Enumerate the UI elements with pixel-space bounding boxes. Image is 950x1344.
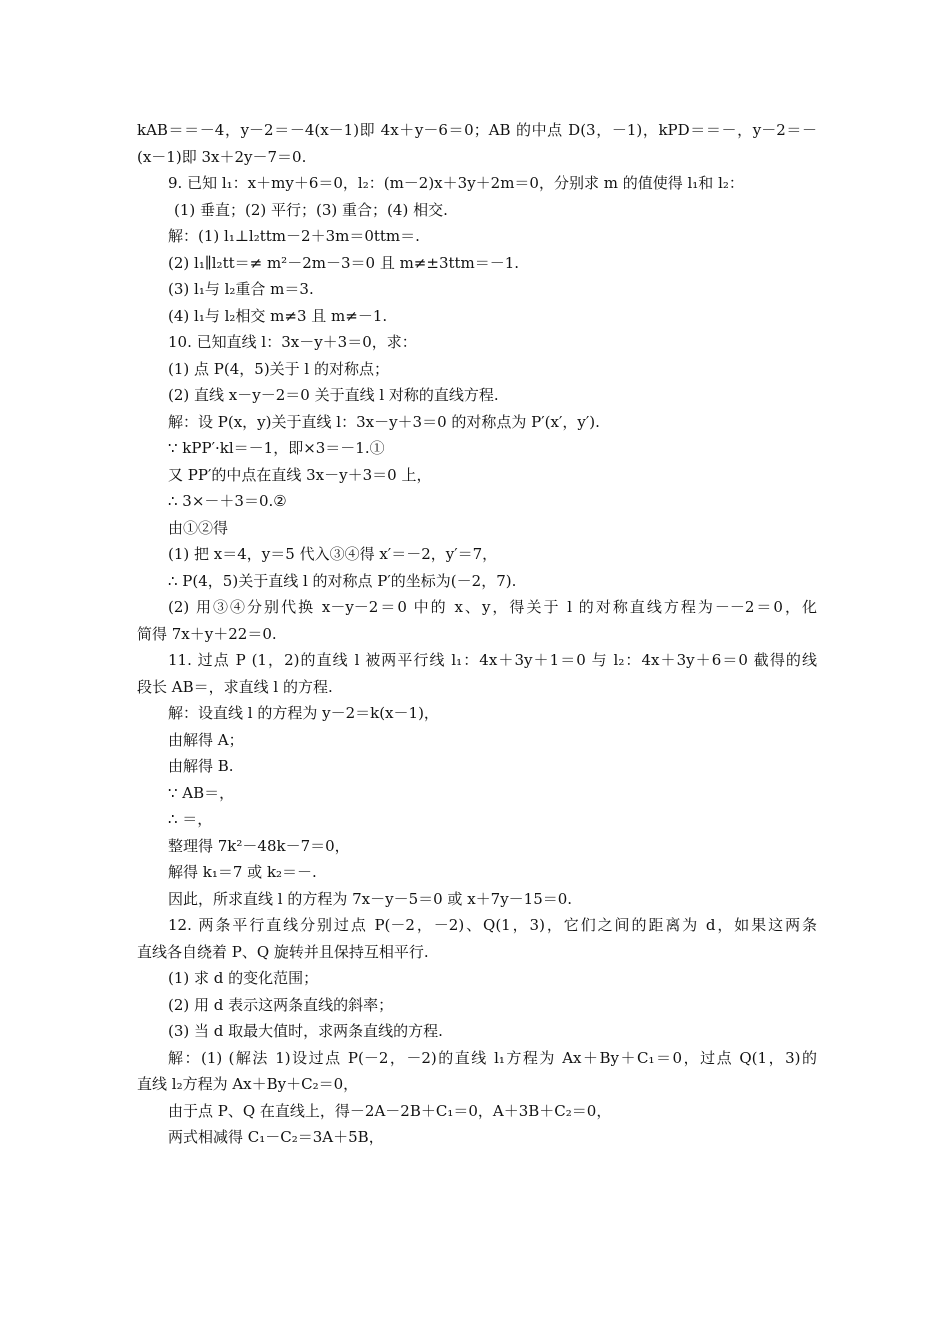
problem-11-statement: 11. 过点 P (1，2)的直线 l 被两平行线 l₁：4x＋3y＋1＝0 与 l₂：4x＋3y＋6＝0 截得的线 [168, 651, 817, 669]
text-line: 两式相减得 C₁－C₂＝3A＋5B， [168, 1128, 384, 1146]
document-body [137, 117, 817, 1151]
text-line: 由解得 B. [168, 757, 234, 775]
text-line: (1) 垂直；(2) 平行；(3) 重合；(4) 相交. [174, 200, 448, 219]
text-line: kAB＝＝－4，y－2＝－4(x－1)即 4x＋y－6＝0；AB 的中点 D(3，－1)，kPD＝＝－，y－2＝－ [137, 121, 817, 139]
text-line: (3) l₁与 l₂重合 m＝3. [168, 280, 314, 298]
text-line: 因此，所求直线 l 的方程为 7x－y－5＝0 或 x＋7y－15＝0. [168, 889, 573, 908]
text-line: (2) 直线 x－y－2＝0 关于直线 l 对称的直线方程. [168, 386, 499, 404]
text-line: ∵ AB＝， [168, 783, 235, 802]
text-line: 由解得 A； [168, 730, 244, 749]
text-line: ∵ kPP′·kl＝－1，即×3＝－1.① [168, 439, 385, 457]
text-line: (3) 当 d 取最大值时，求两条直线的方程. [168, 1022, 443, 1040]
text-line: 解得 k₁＝7 或 k₂＝－. [168, 863, 317, 881]
text-line: (1) 求 d 的变化范围； [168, 969, 319, 987]
text-line: (2) l₁∥l₂tt＝≠ m²－2m－3＝0 且 m≠±3ttm＝－1. [168, 253, 520, 272]
text-line: 由①②得 [168, 518, 229, 537]
text-line: (x－1)即 3x＋2y－7＝0. [137, 147, 307, 166]
problem-10-statement: 10. 已知直线 l：3x－y＋3＝0，求： [168, 333, 417, 351]
text-line: 简得 7x＋y＋22＝0. [137, 624, 277, 643]
text-line: ∴ ＝， [168, 810, 213, 828]
text-line: (1) 把 x＝4，y＝5 代入③④得 x′＝－2，y′＝7， [168, 545, 498, 563]
text-line: 段长 AB＝，求直线 l 的方程. [137, 677, 333, 696]
text-line: 由于点 P、Q 在直线上，得－2A－2B＋C₁＝0，A＋3B＋C₂＝0， [168, 1101, 612, 1120]
text-line: (2) 用 d 表示这两条直线的斜率； [168, 995, 394, 1014]
text-line: 又 PP′的中点在直线 3x－y＋3＝0 上， [168, 465, 432, 484]
text-line: 解：(1) l₁⊥l₂ttm－2＋3m＝0ttm＝. [168, 227, 420, 245]
problem-9-statement: 9. 已知 l₁：x＋my＋6＝0，l₂：(m－2)x＋3y＋2m＝0，分别求 m 的值使得 l₁和 l₂： [168, 174, 744, 192]
text-line: (4) l₁与 l₂相交 m≠3 且 m≠－1. [168, 306, 388, 325]
problem-12-statement: 12. 两条平行直线分别过点 P(－2，－2)、Q(1，3)，它们之间的距离为 d，如果这两条 [168, 916, 817, 934]
text-line: 整理得 7k²－48k－7＝0， [168, 836, 350, 855]
text-line: ∴ 3×－＋3＝0.② [168, 492, 287, 510]
text-line: 直线各自绕着 P、Q 旋转并且保持互相平行. [137, 942, 429, 961]
text-line: 直线 l₂方程为 Ax＋By＋C₂＝0， [137, 1075, 359, 1093]
text-line: ∴ P(4，5)关于直线 l 的对称点 P′的坐标为(－2，7). [168, 571, 517, 590]
text-line: 解：设直线 l 的方程为 y－2＝k(x－1)， [168, 704, 439, 722]
text-line: (2) 用③④分别代换 x－y－2＝0 中的 x、y，得关于 l 的对称直线方程为－－2＝0，化 [168, 598, 817, 616]
text-line: (1) 点 P(4，5)关于 l 的对称点； [168, 359, 390, 378]
text-line: 解：(1) (解法 1)设过点 P(－2，－2)的直线 l₁方程为 Ax＋By＋C₁＝0，过点 Q(1，3)的 [168, 1048, 817, 1067]
text-line: 解：设 P(x，y)关于直线 l：3x－y＋3＝0 的对称点为 P′(x′，y′). [168, 412, 600, 431]
